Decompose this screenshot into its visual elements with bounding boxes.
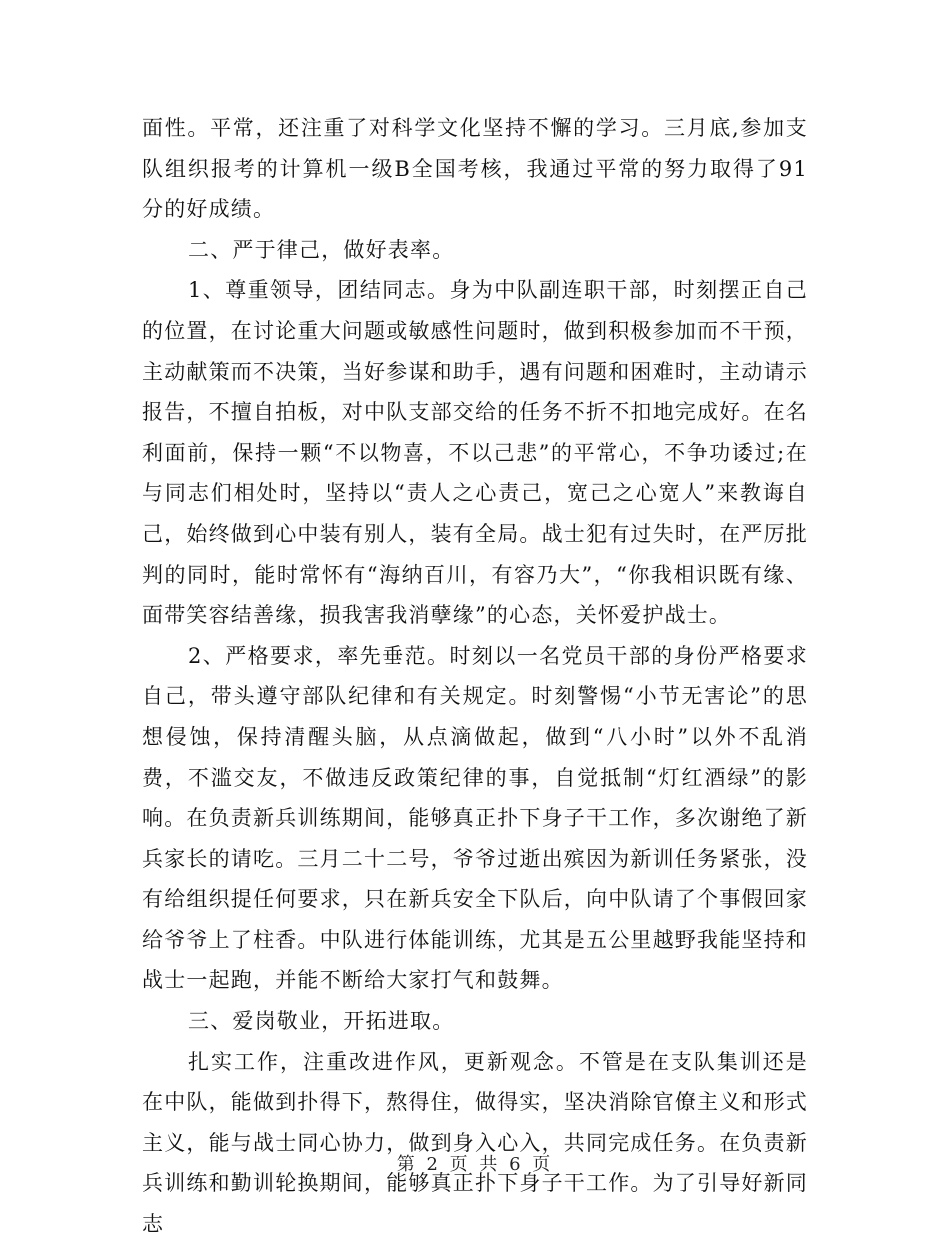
paragraph-strict-requirements: 2、严格要求，率先垂范。时刻以一名党员干部的身份严格要求自己，带头遵守部队纪律和有关规定。时刻警惕“小节无害论”的思想侵蚀，保持清醒头脑，从点滴做起，做到“八小时”以外不乱消费，不滥交友，不做违反政策纪律的事，自觉抵制“灯红酒绿”的影响。在负责新兵训练期间，能够真正扑下身子干工作，多次谢绝了新兵家长的请吃。三月二十二号，爷爷过逝出殡因为新训任务紧张，没有给组织提任何要求，只在新兵安全下队后，向中队请了个事假回家给爷爷上了柱香。中队进行体能训练，尤其是五公里越野我能坚持和战士一起跑，并能不断给大家打气和鼓舞。 [142,643,808,993]
paragraph-solid-work: 扎实工作，注重改进作风，更新观念。不管是在支队集训还是在中队，能做到扑得下，熬得住，做得实，坚决消除官僚主义和形式主义，能与战士同心协力，做到身入心入，共同完成任务。在负责新兵训练和勤训轮换期间，能够真正扑下身子干工作。为了引导好新同志 [142,1049,808,1237]
paragraph-continuation: 面性。平常，还注重了对科学文化坚持不懈的学习。三月底,参加支队组织报考的计算机一级B全国考核，我通过平常的努力取得了91分的好成绩。 [142,116,808,222]
page-number-footer: 第 2 页 共 6 页 [396,1154,554,1175]
paragraph-respect-leaders: 1、尊重领导，团结同志。身为中队副连职干部，时刻摆正自己的位置，在讨论重大问题或敏感性问题时，做到积极参加而不干预，主动献策而不决策，当好参谋和助手，遇有问题和困难时，主动请示报告，不擅自拍板，对中队支部交给的任务不折不扣地完成好。在名利面前，保持一颗“不以物喜，不以己悲”的平常心，不争功诿过;在与同志们相处时，坚持以“责人之心责己，宽己之心宽人”来教诲自己，始终做到心中装有别人，装有全局。战士犯有过失时，在严厉批判的同时，能时常怀有“海纳百川，有容乃大”，“你我相识既有缘、面带笑容结善缘，损我害我消孽缘”的心态，关怀爱护战士。 [142,278,808,628]
section-heading-3: 三、爱岗敬业，开拓进取。 [188,1009,455,1034]
section-heading-2: 二、严于律己，做好表率。 [188,237,455,262]
document-body [142,108,808,1245]
